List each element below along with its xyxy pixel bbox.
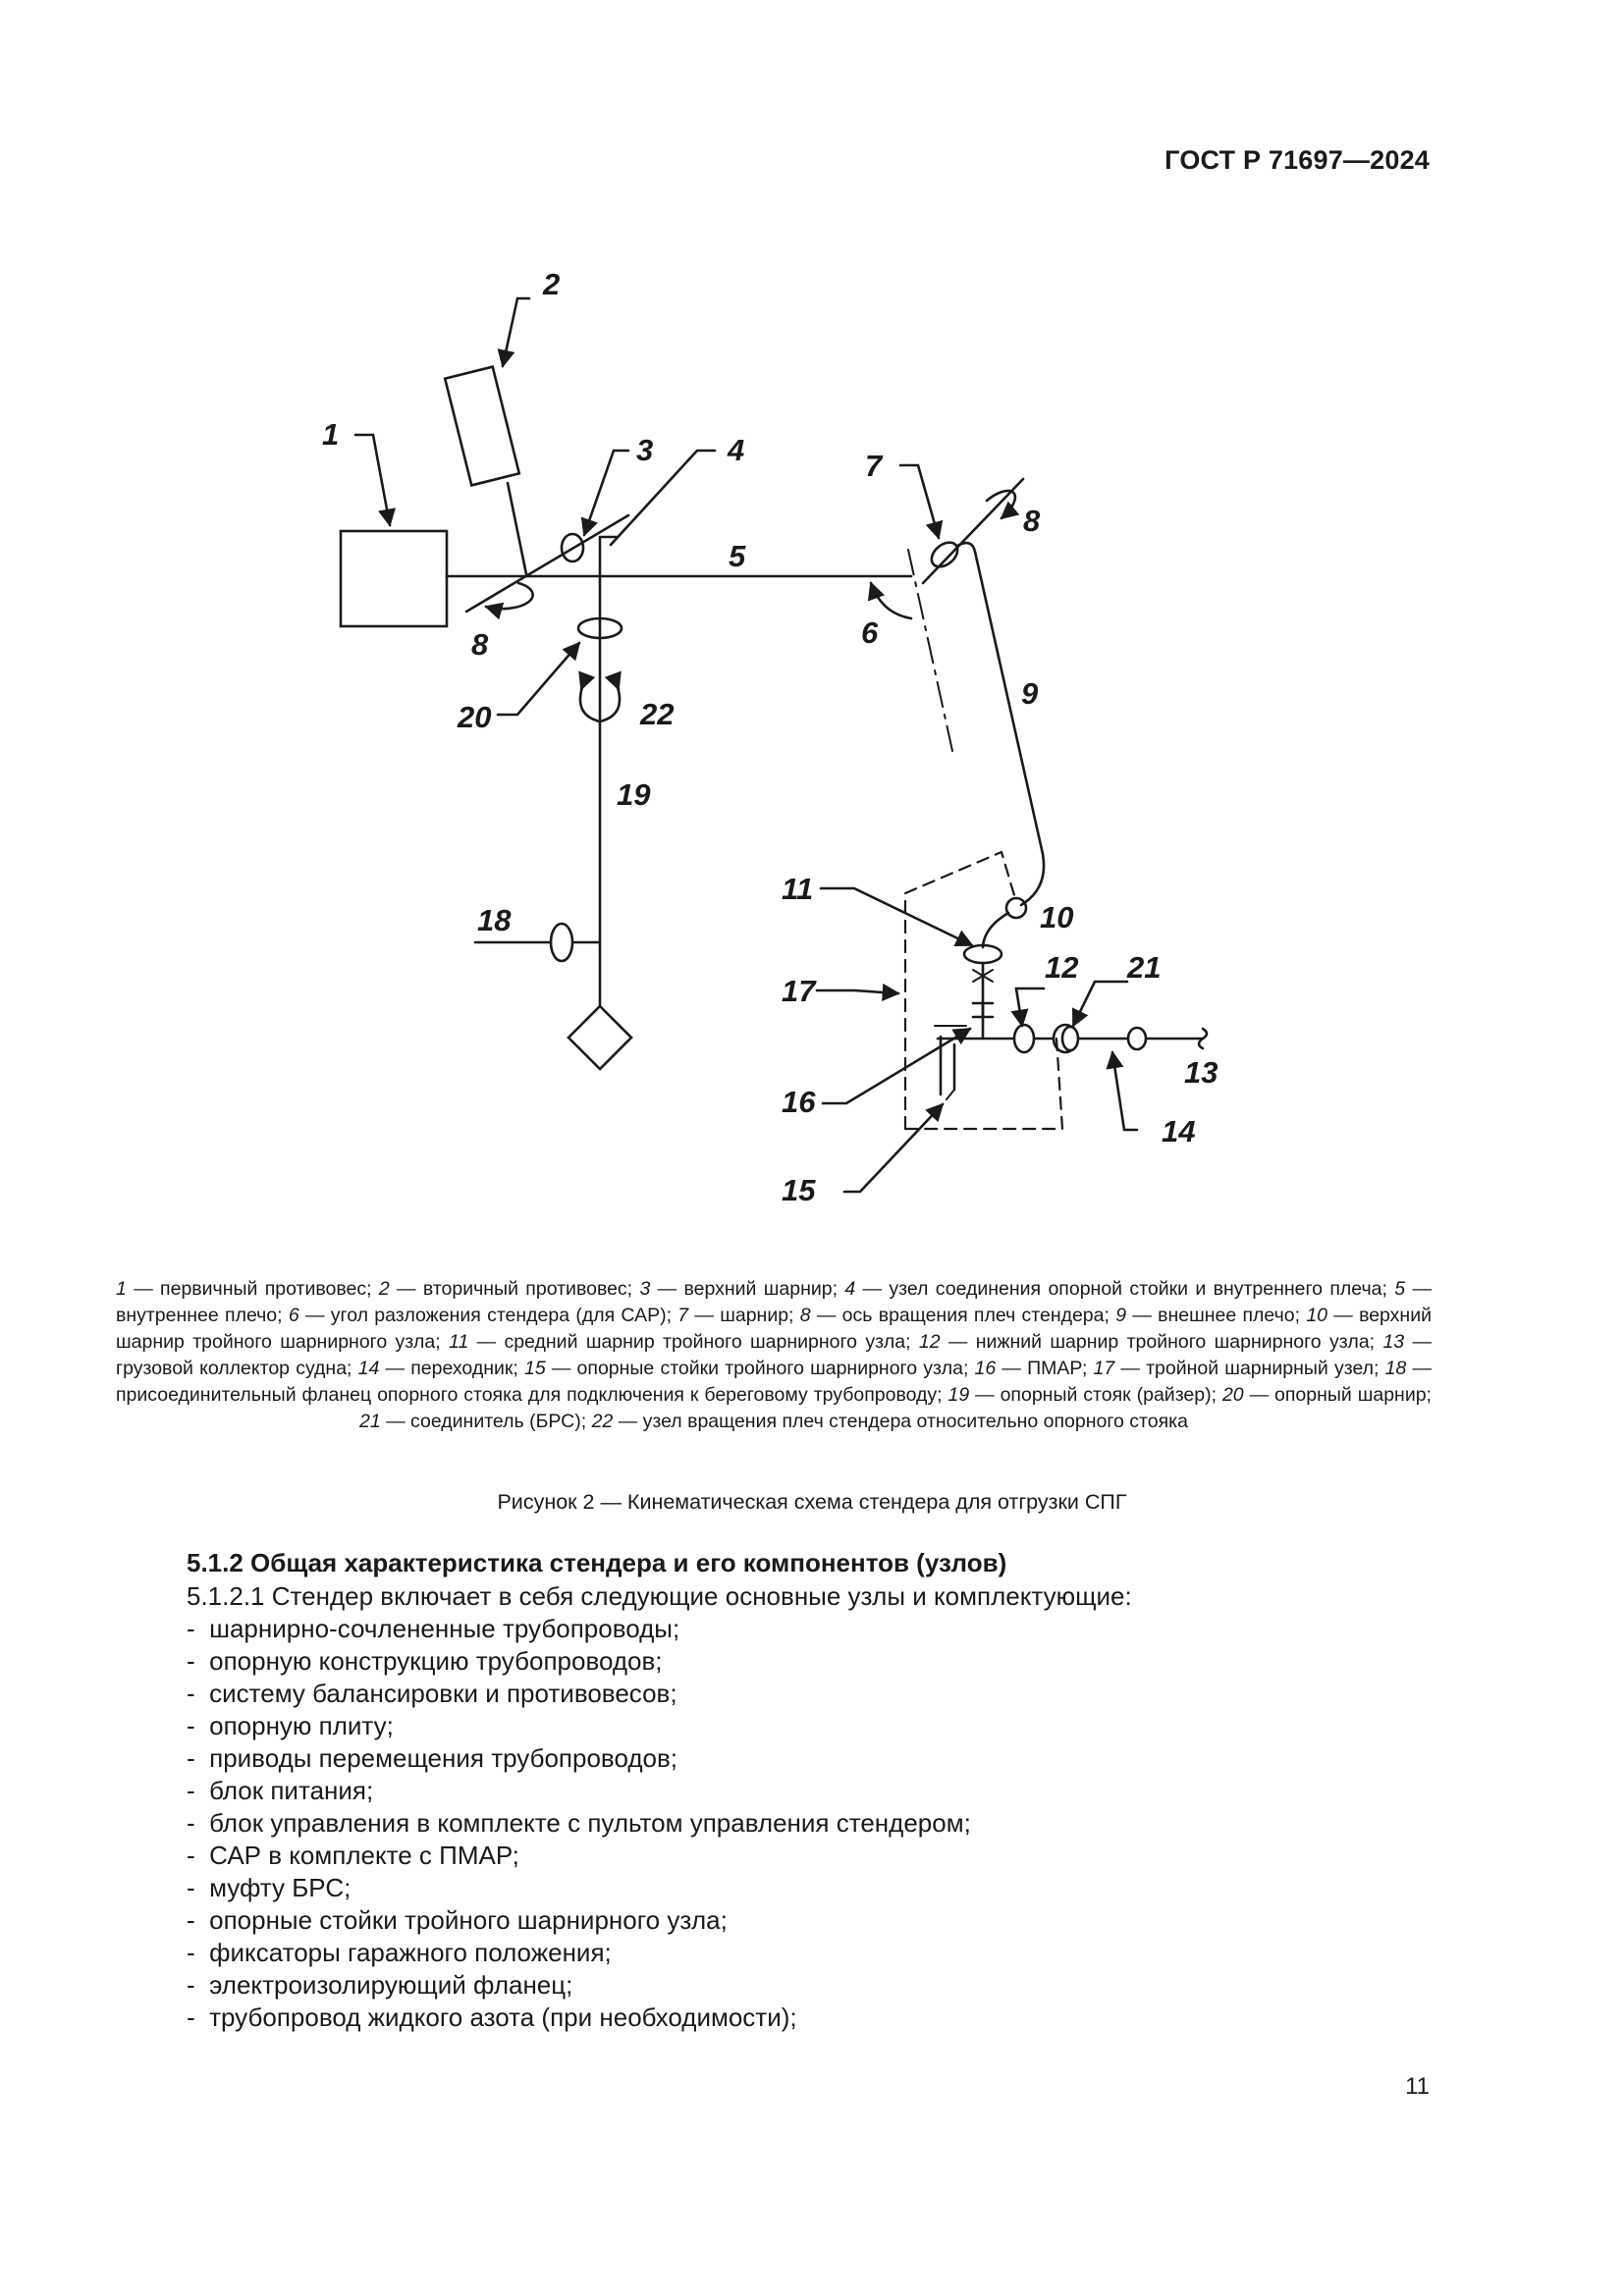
legend-text: — вторичный противовес; — [389, 1278, 640, 1300]
legend-number: 17 — [1093, 1358, 1115, 1379]
legend-number: 12 — [918, 1331, 941, 1353]
legend-text: — нижний шарнир тройного шарнирного узла; — [940, 1331, 1383, 1353]
legend-text: — внешнее плечо; — [1126, 1305, 1307, 1326]
list-item: - блок управления в комплекте с пультом управления стендером; — [187, 1807, 1443, 1840]
riser-base — [568, 1006, 631, 1069]
legend-number: 5 — [1394, 1278, 1406, 1300]
label-7: 7 — [865, 449, 883, 483]
outer-arm — [957, 543, 1044, 905]
legend-text: — присоединительный фланец опорного стояка для подключения к береговому трубопроводу; — [116, 1358, 1433, 1406]
document-id: ГОСТ Р 71697—2024 — [1164, 145, 1430, 175]
label-12: 12 — [1045, 950, 1079, 985]
label-10: 10 — [1040, 900, 1074, 934]
legend-number: 4 — [844, 1278, 856, 1300]
legend-number: 7 — [677, 1305, 689, 1326]
label-5: 5 — [729, 539, 746, 573]
legend-number: 15 — [524, 1358, 546, 1379]
label-13: 13 — [1184, 1055, 1218, 1090]
legend-number: 3 — [639, 1278, 651, 1300]
legend-text: — узел вращения плеч стендера относительно опорного стояка — [613, 1411, 1188, 1432]
label-1: 1 — [322, 417, 340, 452]
legend-number: 20 — [1221, 1384, 1244, 1406]
label-14: 14 — [1162, 1114, 1196, 1148]
legend-text: — верхний шарнир тройного шарнирного узла; — [116, 1305, 1432, 1353]
legend-number: 21 — [359, 1411, 381, 1432]
lower-triple-hinge — [1014, 1025, 1034, 1052]
legend-number: 14 — [357, 1358, 380, 1379]
legend-number: 22 — [591, 1411, 614, 1432]
legend-text: — первичный противовес; — [126, 1278, 379, 1300]
legend-number: 1 — [116, 1278, 127, 1300]
legend-text: — соединитель (БРС); — [380, 1411, 592, 1432]
list-item: - трубопровод жидкого азота (при необходимости); — [187, 2002, 1443, 2034]
label-6: 6 — [861, 615, 879, 650]
legend-text: — угол разложения стендера (для САР); — [298, 1305, 678, 1326]
legend-text: — средний шарнир тройного шарнирного узла; — [468, 1331, 919, 1353]
label-18: 18 — [477, 903, 512, 937]
legend-text: — ПМАР; — [996, 1358, 1094, 1379]
figure-legend — [116, 1276, 1432, 1435]
legend-text: — опорные стойки тройного шарнирного узла; — [545, 1358, 975, 1379]
list-item: - фиксаторы гаражного положения; — [187, 1937, 1443, 1969]
label-22: 22 — [640, 697, 675, 731]
legend-text: — опорный стояк (райзер); — [969, 1384, 1222, 1406]
legend-text: — грузовой коллектор судна; — [116, 1331, 1433, 1379]
figure-caption: Рисунок 2 — Кинематическая схема стендера для отгрузки СПГ — [497, 1490, 1127, 1514]
legend-number: 18 — [1384, 1358, 1407, 1379]
legend-text: — опорный шарнир; — [1243, 1384, 1432, 1406]
legend-number: 6 — [288, 1305, 299, 1326]
label-8-right: 8 — [1023, 504, 1041, 538]
list-item: - систему балансировки и противовесов; — [187, 1678, 1443, 1710]
label-4: 4 — [728, 433, 745, 467]
legend-number: 13 — [1382, 1331, 1405, 1353]
upper-triple-hinge — [1006, 898, 1026, 918]
label-9: 9 — [1021, 676, 1039, 711]
connection-flange — [551, 924, 572, 961]
list-item: - электроизолирующий фланец; — [187, 1969, 1443, 2002]
label-2: 2 — [543, 267, 561, 301]
list-item: - приводы перемещения трубопроводов; — [187, 1742, 1443, 1775]
label-21: 21 — [1127, 950, 1162, 985]
primary-counterweight — [341, 531, 447, 626]
legend-number: 2 — [378, 1278, 390, 1300]
secondary-counterweight — [445, 367, 519, 486]
legend-text: — тройной шарнирный узел; — [1114, 1358, 1385, 1379]
legend-text: — шарнир; — [688, 1305, 800, 1326]
section-heading: 5.1.2 Общая характеристика стендера и его компонентов (узлов) — [187, 1548, 1007, 1577]
legend-number: 16 — [974, 1358, 997, 1379]
list-item: - шарнирно-сочлененные трубопроводы; — [187, 1613, 1443, 1645]
page-number: 11 — [1405, 2073, 1430, 2100]
legend-text: — ось вращения плеч стендера; — [810, 1305, 1116, 1326]
legend-number: 10 — [1306, 1305, 1328, 1326]
legend-text: — узел соединения опорной стойки и внутреннего плеча; — [855, 1278, 1395, 1300]
hinge-7 — [927, 538, 962, 572]
label-3: 3 — [636, 433, 654, 467]
legend-text: — переходник; — [379, 1358, 524, 1379]
components-list — [187, 1613, 1443, 2034]
legend-text: — верхний шарнир; — [650, 1278, 845, 1300]
section-intro: 5.1.2.1 Стендер включает в себя следующие основные узлы и комплектующие: — [187, 1581, 1132, 1611]
legend-number: 11 — [449, 1331, 469, 1353]
adapter — [1128, 1028, 1146, 1049]
list-item: - блок питания; — [187, 1775, 1443, 1807]
legend-number: 9 — [1115, 1305, 1127, 1326]
list-item: - муфту БРС; — [187, 1872, 1443, 1904]
list-item: - опорную плиту; — [187, 1710, 1443, 1742]
label-16: 16 — [782, 1085, 816, 1119]
label-19: 19 — [617, 777, 651, 812]
list-item: - опорные стойки тройного шарнирного узла; — [187, 1904, 1443, 1937]
label-11: 11 — [782, 872, 814, 906]
label-17: 17 — [782, 974, 816, 1008]
legend-number: 8 — [799, 1305, 811, 1326]
label-15: 15 — [782, 1173, 816, 1207]
label-20: 20 — [458, 700, 492, 734]
label-8-left: 8 — [471, 627, 489, 662]
list-item: - САР в комплекте с ПМАР; — [187, 1840, 1443, 1872]
list-item: - опорную конструкцию трубопроводов; — [187, 1645, 1443, 1678]
legend-number: 19 — [947, 1384, 970, 1406]
legend-text: — внутреннее плечо; — [116, 1278, 1432, 1326]
section-5-1-2 — [187, 1547, 1443, 2034]
